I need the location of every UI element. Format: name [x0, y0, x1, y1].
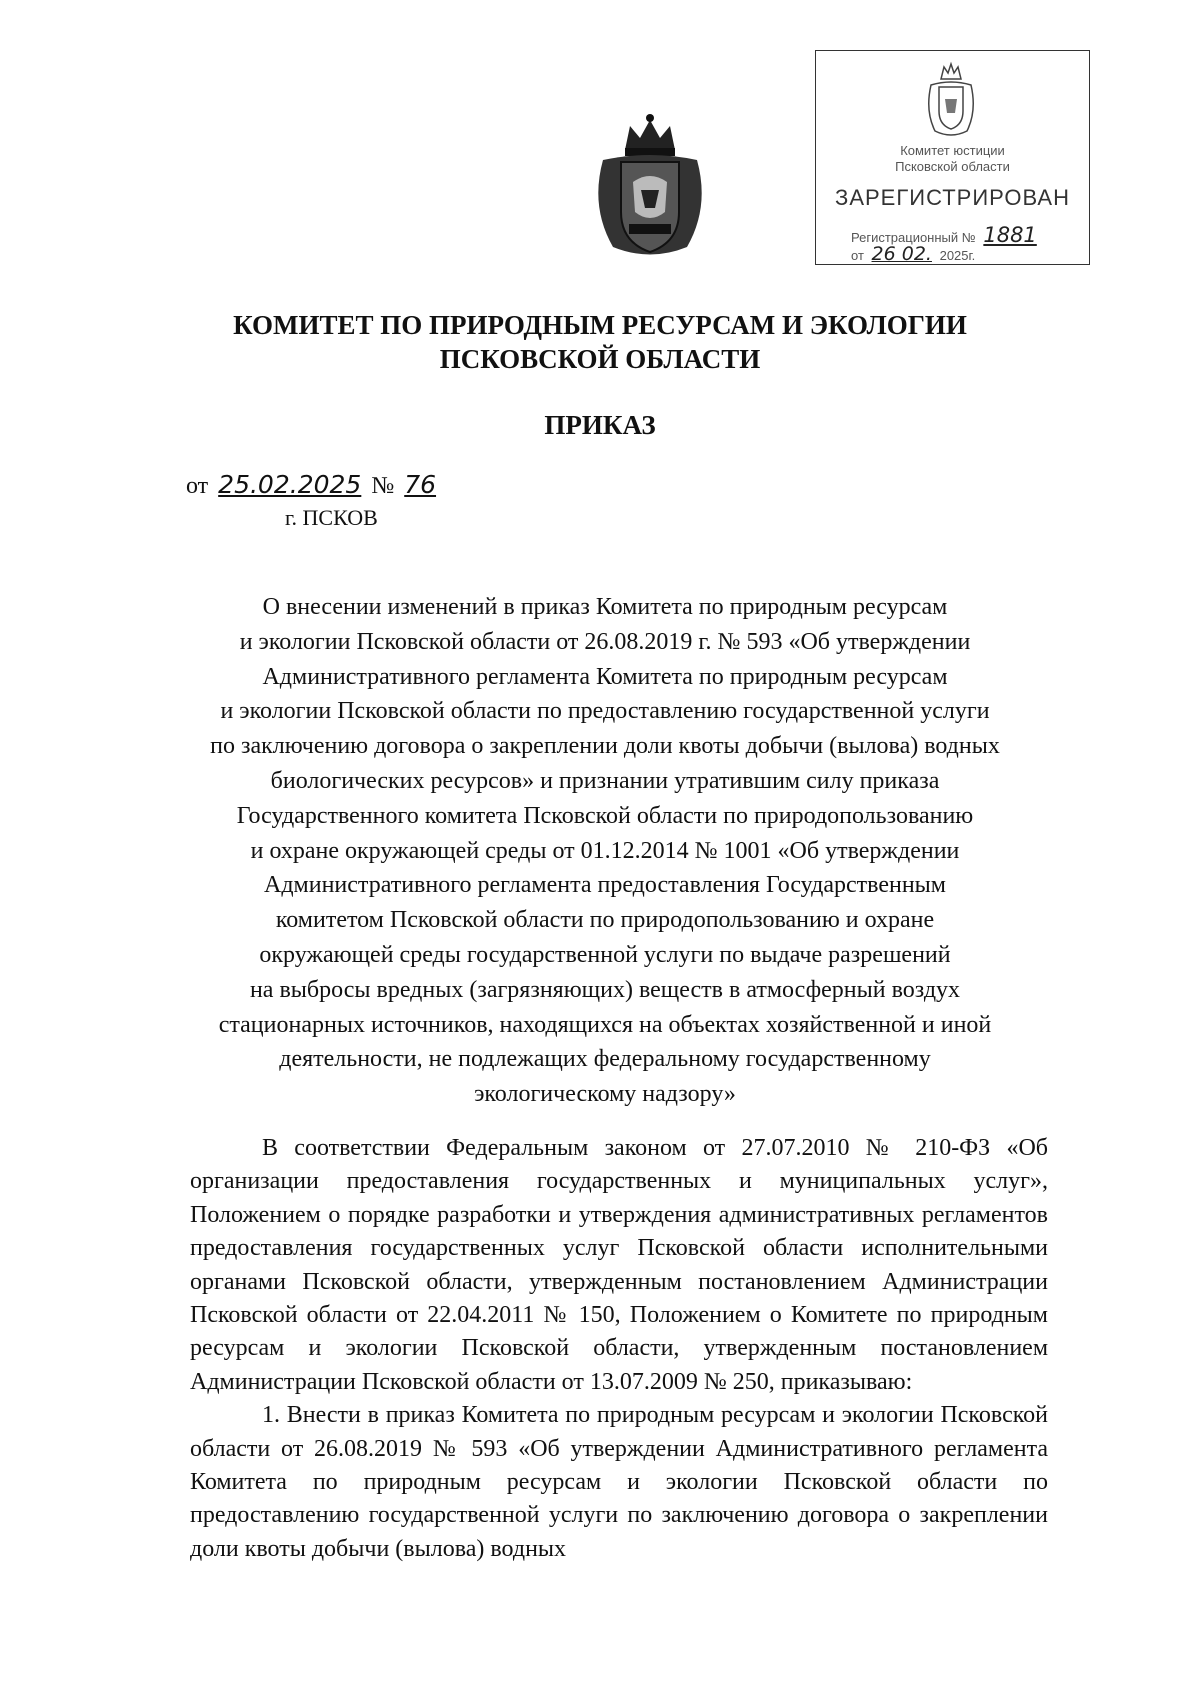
organization-title-line2: ПСКОВСКОЙ ОБЛАСТИ: [439, 344, 761, 374]
organization-title-line1: КОМИТЕТ ПО ПРИРОДНЫМ РЕСУРСАМ И ЭКОЛОГИИ: [233, 310, 967, 340]
stamp-authority-line1: Комитет юстиции: [900, 143, 1005, 158]
order-subject: [170, 590, 1040, 1112]
order-number-label: №: [371, 473, 395, 499]
order-date-prefix: от: [186, 473, 209, 499]
stamp-date-handwritten: 26 02.: [871, 243, 932, 265]
subject-line: деятельности, не подлежащих федеральному государственному: [279, 1046, 931, 1073]
stamp-authority-line2: Псковской области: [895, 159, 1010, 174]
stamp-reg-number-handwritten: 1881: [983, 223, 1037, 247]
order-date-number: [186, 470, 440, 500]
organization-title: [0, 308, 1200, 376]
coat-of-arms-emblem: [585, 112, 715, 262]
body-paragraph-preamble: В соответствии Федеральным законом от 27.07.2010 № 210-ФЗ «Об организации предоставления государственных и муниципальных услуг», Положением о порядке разработки и утверждения административных регламентов предоставления государственных услуг Псковской области исполнительными органами Псковской области, утвержденным постановлением Администрации Псковской области от 22.04.2011 № 150, Положением о Комитете по природным ресурсам и экологии Псковской области, утвержденным постановлением Администрации Псковской области от 13.07.2009 № 250, приказываю:: [190, 1135, 1048, 1395]
stamp-reg-label: Регистрационный №: [851, 230, 976, 245]
registration-stamp: [815, 50, 1090, 265]
stamp-year-suffix: г.: [968, 248, 976, 263]
stamp-date-prefix: от: [851, 248, 864, 263]
stamp-year: 2025: [939, 248, 969, 263]
subject-line: биологических ресурсов» и признании утратившим силу приказа: [270, 767, 940, 794]
order-date-handwritten: 25.02.2025: [218, 470, 362, 499]
body-paragraph-item-1: 1. Внести в приказ Комитета по природным ресурсам и экологии Псковской области от 26.08.2019 № 593 «Об утверждении Административного регламента Комитета по природным ресурсам и экологии Псковской области по предоставлению государственной услуги по заключению договора о закреплении доли квоты добычи (вылова) водных: [190, 1402, 1048, 1562]
subject-line: окружающей среды государственной услуги по выдаче разрешений: [259, 941, 951, 968]
subject-line: стационарных источников, находящихся на объектах хозяйственной и иной: [218, 1011, 992, 1038]
document-type: ПРИКАЗ: [544, 410, 656, 440]
stamp-registration-date: [851, 243, 975, 265]
subject-line: и охране окружающей среды от 01.12.2014 № 1001 «Об утверждении: [250, 837, 960, 864]
subject-line: О внесении изменений в приказ Комитета по природным ресурсам: [262, 594, 948, 620]
subject-line: Государственного комитета Псковской области по природопользованию: [236, 802, 974, 829]
subject-line: комитетом Псковской области по природопользованию и охране: [275, 907, 935, 934]
order-city: г. ПСКОВ: [285, 505, 378, 530]
subject-line: Административного регламента предоставления Государственным: [264, 872, 946, 899]
subject-line: и экологии Псковской области от 26.08.2019 г. № 593 «Об утверждении: [239, 628, 971, 655]
stamp-emblem-icon: [921, 61, 981, 139]
stamp-registered-label: ЗАРЕГИСТРИРОВАН: [835, 185, 1070, 210]
subject-line: Административного регламента Комитета по природным ресурсам: [262, 663, 948, 690]
order-body: [190, 1132, 1048, 1566]
subject-line: по заключению договора о закреплении доли квоты добычи (вылова) водных: [210, 733, 1000, 760]
order-number-handwritten: 76: [404, 470, 437, 499]
subject-line: на выбросы вредных (загрязняющих) веществ в атмосферный воздух: [249, 976, 961, 1003]
subject-line: и экологии Псковской области по предоставлению государственной услуги: [220, 698, 990, 725]
subject-line: экологическому надзору»: [474, 1081, 736, 1108]
